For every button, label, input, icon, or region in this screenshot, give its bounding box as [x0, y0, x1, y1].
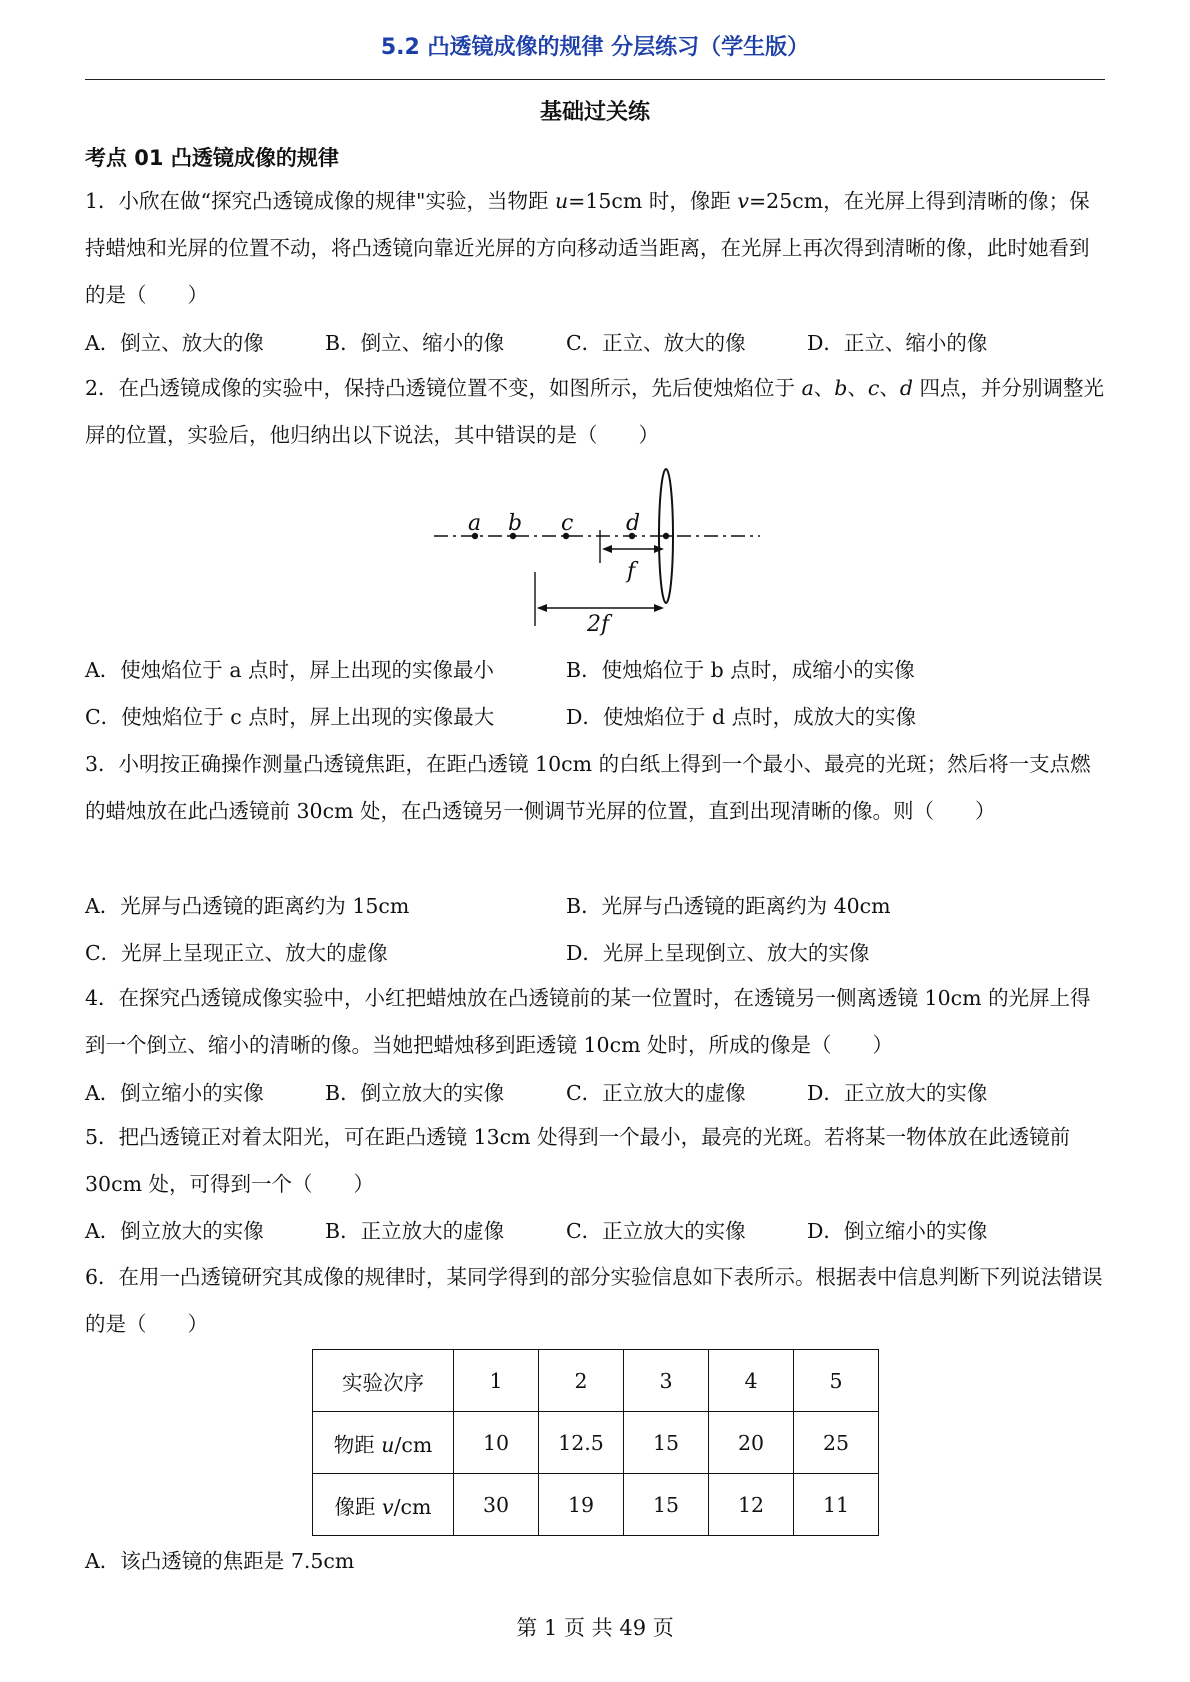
question-2-options-row-1	[85, 655, 1107, 685]
table-cell: 1	[454, 1350, 539, 1412]
option-d[interactable]: D．正立放大的实像	[807, 1081, 988, 1105]
table-header-cell: 像距 v/cm	[313, 1474, 454, 1536]
table-row	[313, 1412, 879, 1474]
option-c[interactable]: C．使烛焰位于 c 点时，屏上出现的实像最大	[85, 705, 495, 729]
label-c: c	[561, 511, 574, 536]
table-row	[313, 1350, 879, 1412]
double-focal-arrow-left	[537, 604, 547, 612]
option-a[interactable]: A．倒立缩小的实像	[85, 1081, 264, 1105]
table-cell: 4	[709, 1350, 794, 1412]
option-c[interactable]: C．光屏上呈现正立、放大的虚像	[85, 941, 388, 965]
table-row	[313, 1474, 879, 1536]
section-title: 基础过关练	[539, 100, 650, 125]
question-4-options	[85, 1078, 1107, 1108]
table-cell: 12.5	[539, 1412, 624, 1474]
header-divider	[85, 79, 1105, 80]
option-c[interactable]: C．正立放大的实像	[566, 1219, 746, 1243]
label-d: d	[626, 511, 641, 536]
page-footer: 第 1 页 共 49 页	[516, 1616, 674, 1640]
option-b[interactable]: B．正立放大的虚像	[325, 1219, 505, 1243]
lens-center	[663, 533, 669, 539]
lens-diagram	[430, 468, 770, 638]
table-cell: 19	[539, 1474, 624, 1536]
option-b[interactable]: B．使烛焰位于 b 点时，成缩小的实像	[566, 658, 915, 682]
option-a[interactable]: A．倒立、放大的像	[85, 331, 264, 355]
table-cell: 5	[794, 1350, 879, 1412]
option-d[interactable]: D．光屏上呈现倒立、放大的实像	[566, 941, 870, 965]
question-2-stem: 2．在凸透镜成像的实验中，保持凸透镜位置不变，如图所示，先后使烛焰位于 a、b、c、d 四点，并分别调整光屏的位置，实验后，他归纳出以下说法，其中错误的是（ ）	[85, 376, 1105, 447]
table-cell: 15	[624, 1412, 709, 1474]
question-1-stem: 1．小欣在做“探究凸透镜成像的规律"实验，当物距 u=15cm 时，像距 v=25cm，在光屏上得到清晰的像；保持蜡烛和光屏的位置不动，将凸透镜向靠近光屏的方向移动适当距离，在光屏上再次得到清晰的像，此时她看到的是（ ）	[85, 189, 1090, 307]
table-cell: 12	[709, 1474, 794, 1536]
option-c[interactable]: C．正立放大的虚像	[566, 1081, 746, 1105]
table-cell: 2	[539, 1350, 624, 1412]
double-focal-arrow-right	[654, 604, 664, 612]
page-header-title: 5.2 凸透镜成像的规律 分层练习（学生版）	[380, 35, 810, 60]
label-a: a	[468, 511, 482, 536]
option-a[interactable]: A．倒立放大的实像	[85, 1219, 264, 1243]
focal-arrow-left	[602, 545, 612, 553]
option-d[interactable]: D．使烛焰位于 d 点时，成放大的实像	[566, 705, 917, 729]
table-cell: 25	[794, 1412, 879, 1474]
option-a[interactable]: A．使烛焰位于 a 点时，屏上出现的实像最小	[85, 658, 495, 682]
table-cell: 20	[709, 1412, 794, 1474]
question-3-stem: 3．小明按正确操作测量凸透镜焦距，在距凸透镜 10cm 的白纸上得到一个最小、最亮的光斑；然后将一支点燃的蜡烛放在此凸透镜前 30cm 处，在凸透镜另一侧调节光屏的位置，直到出现清晰的像。则（ ）	[85, 752, 1091, 823]
table-cell: 30	[454, 1474, 539, 1536]
table-header-cell: 实验次序	[313, 1350, 454, 1412]
question-6-option-a[interactable]: A．该凸透镜的焦距是 7.5cm	[85, 1549, 355, 1573]
option-a[interactable]: A．光屏与凸透镜的距离约为 15cm	[85, 894, 410, 918]
double-focal-label: 2f	[587, 612, 610, 637]
option-c[interactable]: C．正立、放大的像	[566, 331, 746, 355]
question-6-stem: 6．在用一凸透镜研究其成像的规律时，某同学得到的部分实验信息如下表所示。根据表中信息判断下列说法错误的是（ ）	[85, 1265, 1103, 1336]
option-d[interactable]: D．正立、缩小的像	[807, 331, 988, 355]
question-5-options	[85, 1216, 1107, 1246]
option-b[interactable]: B．倒立、缩小的像	[325, 331, 505, 355]
label-b: b	[508, 511, 523, 536]
question-3-options-row-1	[85, 891, 1107, 921]
table-cell: 10	[454, 1412, 539, 1474]
table-cell: 11	[794, 1474, 879, 1536]
topic-heading: 考点 01 凸透镜成像的规律	[85, 146, 339, 170]
question-2-options-row-2	[85, 702, 1107, 732]
table-cell: 3	[624, 1350, 709, 1412]
option-b[interactable]: B．光屏与凸透镜的距离约为 40cm	[566, 894, 891, 918]
question-3-options-row-2	[85, 938, 1107, 968]
table-cell: 15	[624, 1474, 709, 1536]
option-d[interactable]: D．倒立缩小的实像	[807, 1219, 988, 1243]
experiment-table	[312, 1349, 879, 1536]
question-1-options	[85, 328, 1107, 358]
option-b[interactable]: B．倒立放大的实像	[325, 1081, 505, 1105]
focal-label: f	[627, 559, 636, 584]
question-4-stem: 4．在探究凸透镜成像实验中，小红把蜡烛放在凸透镜前的某一位置时，在透镜另一侧离透镜 10cm 的光屏上得到一个倒立、缩小的清晰的像。当她把蜡烛移到距透镜 10cm 处时，所成的像是（ ）	[85, 986, 1091, 1057]
question-5-stem: 5．把凸透镜正对着太阳光，可在距凸透镜 13cm 处得到一个最小，最亮的光斑。若将某一物体放在此透镜前 30cm 处，可得到一个（ ）	[85, 1125, 1071, 1196]
table-header-cell: 物距 u/cm	[313, 1412, 454, 1474]
